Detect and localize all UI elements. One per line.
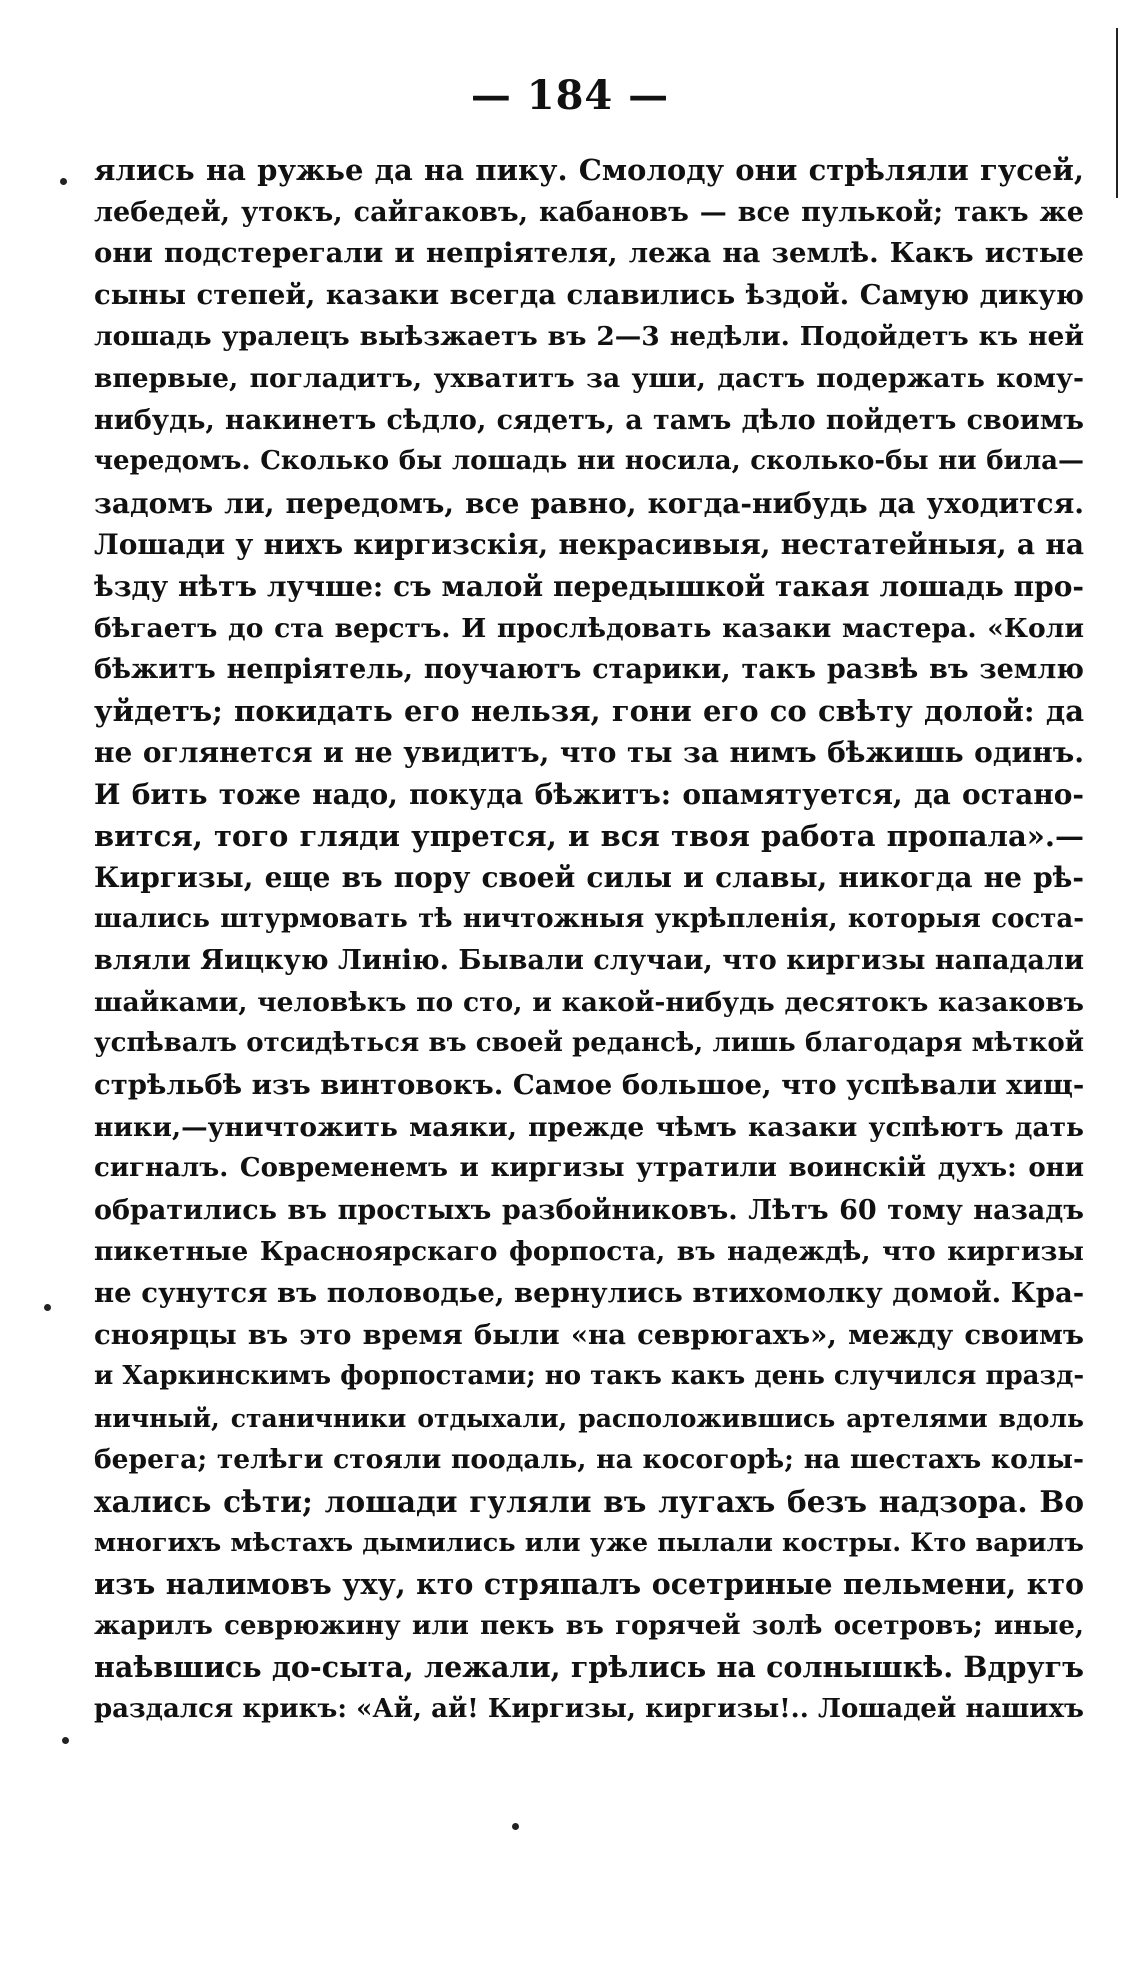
text-line: берега; телѣги стояли поодаль, на косогорѣ; на шестахъ колы-	[94, 1444, 1084, 1476]
print-speck	[62, 1737, 69, 1744]
text-line: бѣжитъ непріятель, поучаютъ старики, такъ развѣ въ землю	[94, 654, 1084, 686]
text-line: обратились въ простыхъ разбойниковъ. Лѣтъ 60 тому назадъ	[94, 1194, 1084, 1226]
text-line: стрѣльбѣ изъ винтовокъ. Самое большое, что успѣвали хищ-	[94, 1069, 1084, 1102]
text-line: Лошади у нихъ киргизскія, некрасивыя, нестатейныя, а на	[94, 528, 1084, 562]
text-line: сноярцы въ это время были «на севрюгахъ», между своимъ	[94, 1318, 1084, 1351]
text-line: чередомъ. Сколько бы лошадь ни носила, сколько-бы ни била—	[94, 446, 1084, 477]
text-line: вляли Яицкую Линію. Бывали случаи, что киргизы нападали	[94, 945, 1084, 977]
text-line: многихъ мѣстахъ дымились или уже пылали костры. Кто варилъ	[94, 1527, 1084, 1558]
text-line: они подстерегали и непріятеля, лежа на землѣ. Какъ истые	[94, 237, 1084, 270]
print-speck	[44, 1304, 51, 1311]
text-line: ничный, станичники отдыхали, расположившись артелями вдоль	[94, 1403, 1084, 1433]
page-number: — 184 —	[470, 72, 670, 119]
text-line: хались сѣти; лошади гуляли въ лугахъ безъ надзора. Во	[94, 1484, 1084, 1519]
text-line: сигналъ. Современемъ и киргизы утратили воинскій духъ: они	[94, 1153, 1084, 1184]
text-line: впервые, погладитъ, ухватитъ за уши, дастъ подержать кому-	[94, 362, 1084, 394]
text-line: и Харкинскимъ форпостами; но такъ какъ день случился празд-	[94, 1361, 1084, 1392]
text-line: пикетные Красноярскаго форпоста, въ надеждѣ, что киргизы	[94, 1236, 1084, 1268]
text-line: шались штурмовать тѣ ничтожныя укрѣпленія, которыя соста-	[94, 903, 1084, 934]
text-line: лебедей, утокъ, сайгаковъ, кабановъ — все пулькой; такъ же	[94, 196, 1084, 228]
text-line: ѣзду нѣтъ лучше: съ малой передышкой такая лошадь про-	[94, 569, 1084, 603]
text-line: сыны степей, казаки всегда славились ѣздой. Самую дикую	[94, 278, 1084, 311]
text-line: жарилъ севрюжину или пекъ въ горячей золѣ осетровъ; иные,	[94, 1610, 1084, 1641]
text-line: уйдетъ; покидать его нельзя, гони его со свѣту долой: да	[94, 693, 1084, 728]
text-line: бѣгаетъ до ста верстъ. И прослѣдовать казаки мастера. «Коли	[94, 612, 1084, 644]
text-line: шайками, человѣкъ по сто, и какой-нибудь десятокъ казаковъ	[94, 986, 1084, 1018]
text-line: ники,—уничтожить маяки, прежде чѣмъ казаки успѣютъ дать	[94, 1111, 1084, 1143]
text-line: успѣвалъ отсидѣться въ своей редансѣ, лишь благодаря мѣткой	[94, 1028, 1084, 1059]
print-speck	[512, 1823, 519, 1830]
text-line: вится, того гляди упрется, и вся твоя работа пропала».—	[94, 818, 1084, 853]
text-line: не сунутся въ половодье, вернулись втихомолку домой. Кра-	[94, 1277, 1084, 1310]
text-line: И бить тоже надо, покуда бѣжитъ: опамятуется, да остано-	[94, 777, 1084, 811]
text-line: нибудь, накинетъ сѣдло, сядетъ, а тамъ дѣло пойдетъ своимъ	[94, 404, 1084, 436]
body-text	[94, 150, 1084, 1731]
text-line: ялись на ружье да на пику. Смолоду они стрѣляли гусей,	[94, 153, 1084, 187]
text-line: изъ налимовъ уху, кто стряпалъ осетриные пельмени, кто	[94, 1567, 1084, 1602]
text-line: не оглянется и не увидитъ, что ты за нимъ бѣжишь одинъ.	[94, 736, 1084, 770]
text-line: раздался крикъ: «Ай, ай! Киргизы, киргизы!.. Лошадей нашихъ	[94, 1693, 1084, 1724]
text-line: лошадь уралецъ выѣзжаетъ въ 2—3 недѣли. Подойдетъ къ ней	[94, 321, 1084, 353]
text-line: Киргизы, еще въ пору своей силы и славы, никогда не рѣ-	[94, 861, 1084, 895]
text-line: задомъ ли, передомъ, все равно, когда-нибудь да уходится.	[94, 486, 1084, 520]
print-speck	[60, 178, 67, 185]
text-line: наѣвшись до-сыта, лежали, грѣлись на солнышкѣ. Вдругъ	[94, 1650, 1084, 1685]
